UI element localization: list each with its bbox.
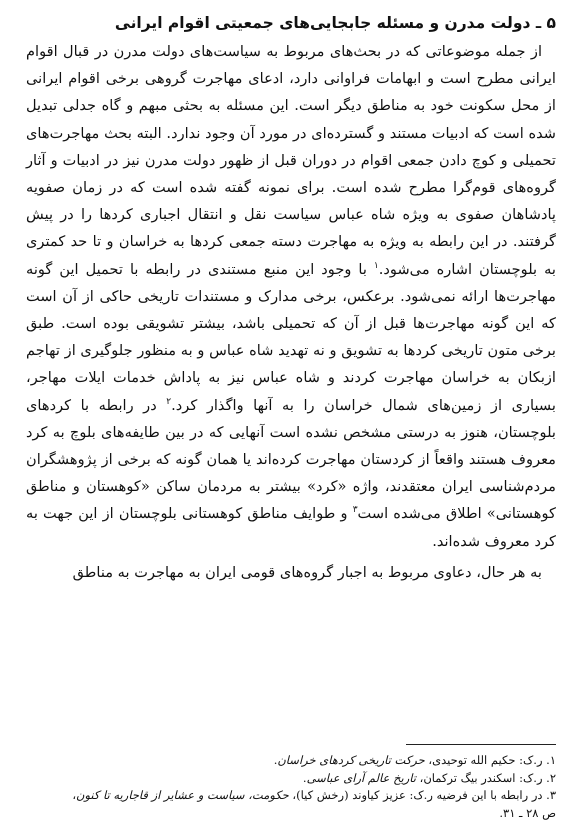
footnote-3-number: ۳. در رابطه با این فرضیه ر.ک: bbox=[405, 788, 556, 802]
footnote-2-title: تاریخ عالم آرای عباسی bbox=[306, 770, 416, 785]
footnote-ref-3[interactable]: ۳ bbox=[352, 505, 358, 516]
footnote-2-tail: . bbox=[302, 770, 307, 785]
paragraph-1-text-c: در رابطه با کردهای بلوچستان، هنوز به درستی مشخص نشده است آنهایی که در بین طایفه‌های بلوچ به کرد معروف هستند واقعاً از کردستان مهاجرت کرده‌اند یا همان گونه که برخی از پژوهشگران مردم‌شناسی ایران معتقدند، واژه «کرد» بیشتر به مردمان ساکن «کوهستان و مناطق کوهستانی» اطلاق می‌شده است bbox=[26, 396, 556, 523]
footnote-3-author: عزیز کیاوند (رخش کیا)، bbox=[288, 788, 406, 802]
footnote-3-tail: ، bbox=[72, 788, 77, 802]
footnote-2-author: اسکندر بیگ ترکمان، bbox=[415, 770, 516, 785]
body-paragraph-1 bbox=[26, 38, 556, 555]
footnote-1-number: ۱. ر.ک: bbox=[515, 753, 556, 767]
footnote-ref-2[interactable]: ۲ bbox=[166, 396, 172, 407]
footnote-3 bbox=[26, 787, 556, 805]
footnote-ref-1[interactable]: ۱ bbox=[373, 260, 379, 271]
footnote-2-number: ۲. ر.ک: bbox=[515, 770, 556, 785]
footnote-1-tail: . bbox=[273, 753, 278, 767]
footnote-1-author: حکیم الله توحیدی، bbox=[424, 753, 516, 767]
footnote-3-title: حکومت، سیاست و عشایر از قاجاریه تا کنون bbox=[76, 788, 289, 802]
footnote-1-title: حرکت تاریخی کردهای خراسان bbox=[277, 753, 425, 767]
footnote-divider bbox=[406, 744, 556, 745]
body-paragraph-2: به هر حال، دعاوی مربوط به اجبار گروه‌های قومی ایران به مهاجرت به مناطق bbox=[72, 563, 542, 581]
footnote-1 bbox=[26, 752, 556, 770]
footnotes bbox=[26, 752, 556, 822]
footnote-2 bbox=[26, 770, 556, 788]
paragraph-1-text-b: با وجود این منبع مستندی در رابطه با تحمیل این گونه مهاجرت‌ها ارائه نمی‌شود. برعکس، برخی مدارک و مستندات تاریخی حاکی از آن است که این گونه مهاجرت‌ها قبل از آن که تحمیلی باشد، بیشتر تشویقی بوده است. طبق برخی متون تاریخی کردها به تشویق و نه تهدید شاه عباس و به منظور جلوگیری از تهاجم ازبکان به خراسان مهاجرت کردند و شاه عباس نیز به پاداش خدمات ایلات مهاجر، بسیاری از زمین‌های شمال خراسان را به آنها واگذار کرد. bbox=[26, 260, 556, 414]
section-heading: ۵ ـ دولت مدرن و مسئله جابجایی‌های جمعیتی اقوام ایرانی bbox=[114, 14, 556, 32]
paragraph-1-text-a: از جمله موضوعاتی که در بحث‌های مربوط به سیاست‌های دولت مدرن در قبال اقوام ایرانی مطرح است و ابهامات فراوانی دارد، ادعای مهاجرت گروهی برخی اقوام ایرانی از محل سکونت خود به مناطق دیگر است. این مسئله به بحثی مبهم و گاه جدلی تبدیل شده است که ادبیات مستند و گسترده‌ای در مورد آن وجود ندارد. البته بحث مهاجرت‌های تحمیلی و کوچ دادن جمعی اقوام در دوران قبل از ظهور دولت مدرن نیز در ادبیات و آثار گروه‌های قوم‌گرا مطرح شده است. برای نمونه گفته شده است که در زمان صفویه پادشاهان صفوی به ویژه شاه عباس سیاست نقل و انتقال اجباری کردها را در پیش گرفتند. در این رابطه به ویژه به مهاجرت دسته جمعی کردها به خراسان و تا حد کمتری به بلوچستان اشاره می‌شود. bbox=[26, 43, 556, 278]
paragraph-1-text-d: و طوایف مناطق کوهستانی بلوچستان از این جهت به کرد معروف شده‌اند. bbox=[26, 505, 556, 550]
footnote-3-pages: ص ۲۸ ـ ۳۱. bbox=[499, 805, 556, 820]
